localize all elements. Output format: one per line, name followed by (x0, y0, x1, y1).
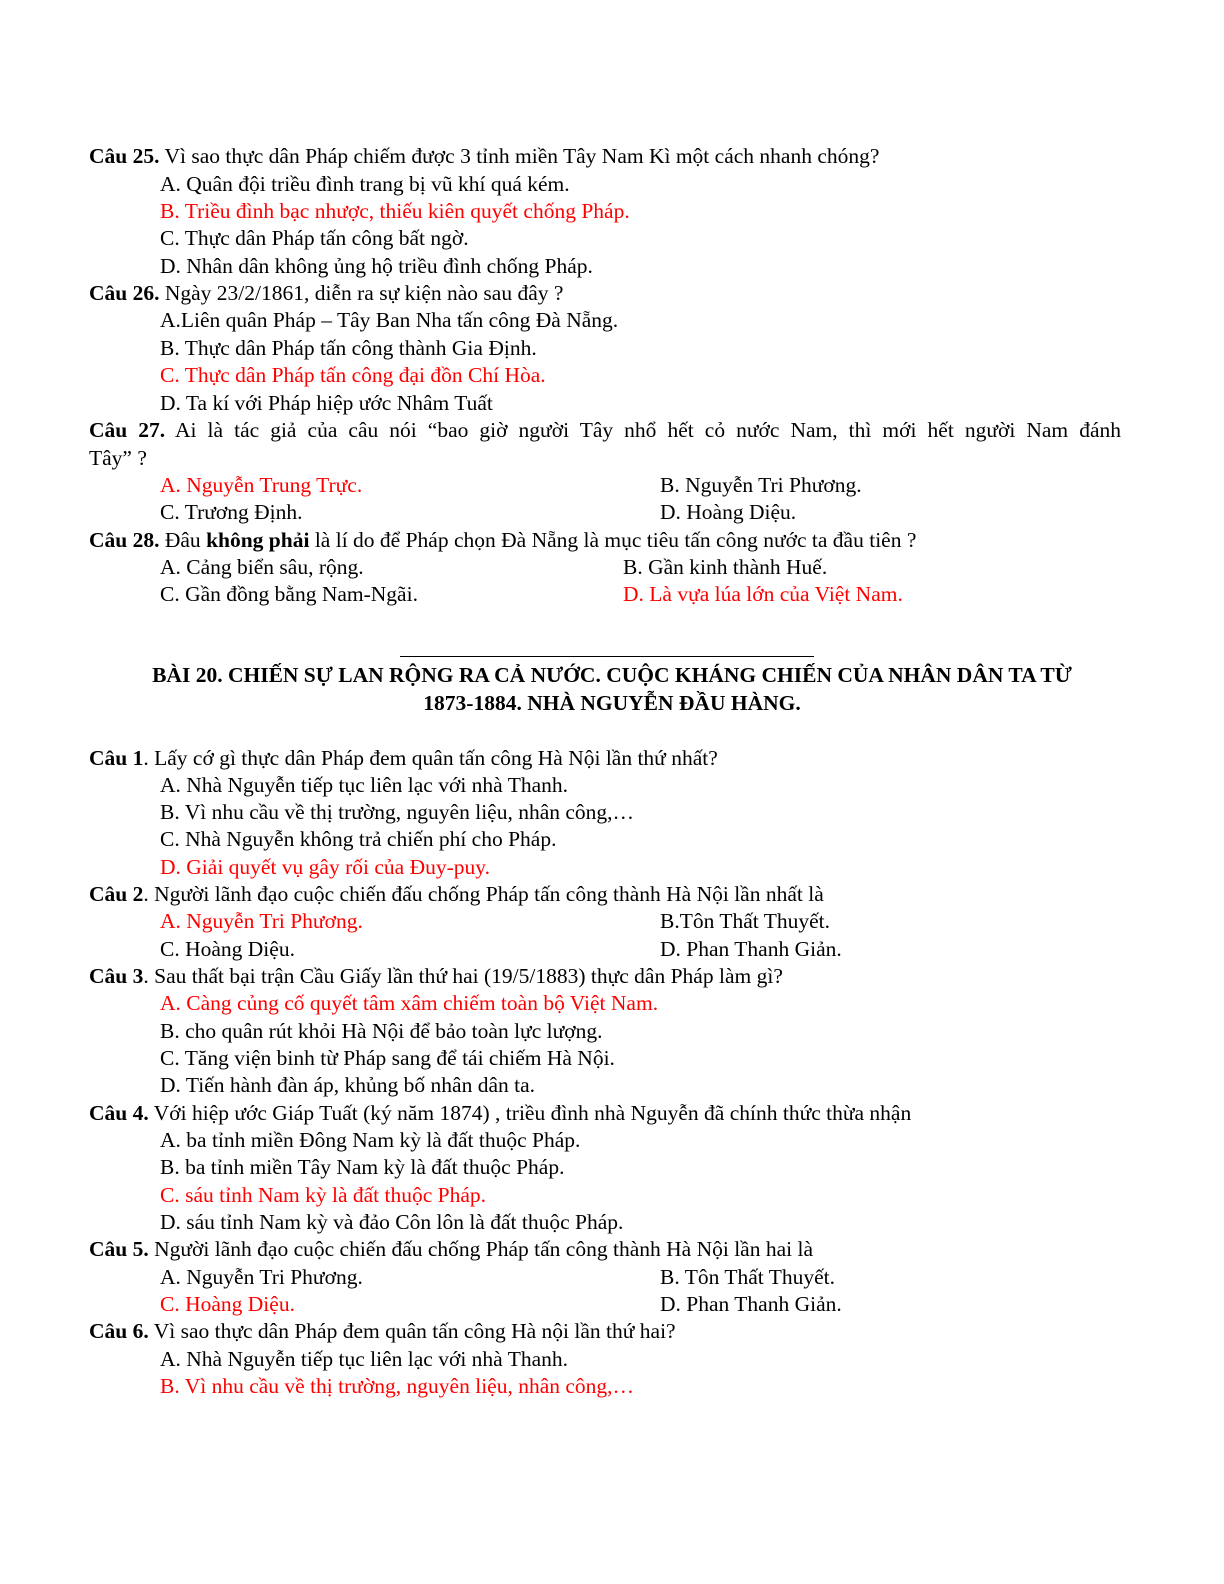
question-label: Câu 27. (89, 418, 166, 442)
question-28 (89, 527, 916, 554)
question-text: . Sau thất bại trận Cầu Giấy lần thứ hai (19/5/1883) thực dân Pháp làm gì? (143, 964, 783, 988)
option-d: D. Ta kí với Pháp hiệp ước Nhâm Tuất (160, 391, 493, 415)
option-d-answer: D. Giải quyết vụ gây rối của Đuy-puy. (160, 855, 490, 879)
option-a: A.Liên quân Pháp – Tây Ban Nha tấn công Đà Nẵng. (160, 308, 619, 332)
question-label: Câu 5. (89, 1237, 149, 1261)
question-27 (89, 417, 1121, 444)
option-b: B. ba tỉnh miền Tây Nam kỳ là đất thuộc Pháp. (160, 1155, 565, 1179)
question-text: Ai là tác giả của câu nói “bao giờ người Tây nhổ hết cỏ nước Nam, thì mới hết người Nam đánh (165, 418, 1121, 442)
option-c: C. Gần đồng bằng Nam-Ngãi. (160, 582, 418, 606)
option-b: B. cho quân rút khỏi Hà Nội để bảo toàn lực lượng. (160, 1019, 603, 1043)
option-a: A. Cảng biển sâu, rộng. (160, 555, 364, 579)
question-1 (89, 745, 718, 772)
option-b: B.Tôn Thất Thuyết. (660, 909, 830, 933)
question-text: Vì sao thực dân Pháp chiếm được 3 tỉnh miền Tây Nam Kì một cách nhanh chóng? (159, 144, 880, 168)
question-label: Câu 2 (89, 882, 144, 906)
question-3 (89, 963, 783, 990)
question-25 (89, 143, 879, 170)
option-d: D. Hoàng Diệu. (660, 500, 797, 524)
question-label: Câu 4. (89, 1101, 149, 1125)
option-a-answer: A. Càng củng cố quyết tâm xâm chiếm toàn bộ Việt Nam. (160, 991, 659, 1015)
question-label: Câu 6. (89, 1319, 149, 1343)
question-text: Người lãnh đạo cuộc chiến đấu chống Pháp tấn công thành Hà Nội lần hai là (148, 1237, 813, 1261)
lesson-title-line-1: BÀI 20. CHIẾN SỰ LAN RỘNG RA CẢ NƯỚC. CUỘC KHÁNG CHIẾN CỦA NHÂN DÂN TA TỪ (152, 663, 1072, 687)
option-c-answer: C. sáu tỉnh Nam kỳ là đất thuộc Pháp. (160, 1183, 487, 1207)
option-a: A. Nhà Nguyễn tiếp tục liên lạc với nhà Thanh. (160, 773, 569, 797)
section-divider (400, 656, 814, 657)
option-d: D. Phan Thanh Giản. (660, 937, 842, 961)
option-b: B. Thực dân Pháp tấn công thành Gia Định. (160, 336, 537, 360)
option-c: C. Nhà Nguyễn không trả chiến phí cho Pháp. (160, 827, 557, 851)
lesson-title-line-2: 1873-1884. NHÀ NGUYỄN ĐẦU HÀNG. (423, 691, 801, 715)
option-c: C. Trương Định. (160, 500, 303, 524)
question-5 (89, 1236, 813, 1263)
option-d: D. Phan Thanh Giản. (660, 1292, 842, 1316)
option-d: D. Nhân dân không ủng hộ triều đình chống Pháp. (160, 254, 593, 278)
question-26 (89, 280, 563, 307)
question-label: Câu 25. (89, 144, 160, 168)
option-a-answer: A. Nguyễn Tri Phương. (160, 909, 363, 933)
option-b: B. Nguyễn Tri Phương. (660, 473, 862, 497)
option-b: B. Gần kinh thành Huế. (623, 555, 828, 579)
question-text: Đâu (159, 528, 207, 552)
question-label: Câu 3 (89, 964, 144, 988)
question-27-continued: Tây” ? (89, 446, 147, 470)
question-text: là lí do để Pháp chọn Đà Nẵng là mục tiêu tấn công nước ta đầu tiên ? (309, 528, 917, 552)
question-text: . Lấy cớ gì thực dân Pháp đem quân tấn công Hà Nội lần thứ nhất? (143, 746, 718, 770)
question-text: . Người lãnh đạo cuộc chiến đấu chống Pháp tấn công thành Hà Nội lần nhất là (143, 882, 824, 906)
option-c-answer: C. Thực dân Pháp tấn công đại đồn Chí Hòa. (160, 363, 546, 387)
option-b-answer: B. Vì nhu cầu về thị trường, nguyên liệu, nhân công,… (160, 1374, 635, 1398)
question-label: Câu 26. (89, 281, 160, 305)
option-a-answer: A. Nguyễn Trung Trực. (160, 473, 363, 497)
question-label: Câu 28. (89, 528, 160, 552)
question-emphasis: không phải (206, 528, 310, 552)
question-text: Với hiệp ước Giáp Tuất (ký năm 1874) , triều đình nhà Nguyễn đã chính thức thừa nhận (148, 1101, 912, 1125)
option-d-answer: D. Là vựa lúa lớn của Việt Nam. (623, 582, 903, 606)
option-c: C. Hoàng Diệu. (160, 937, 295, 961)
option-a: A. Quân đội triều đình trang bị vũ khí quá kém. (160, 172, 570, 196)
question-4 (89, 1100, 911, 1127)
option-b: B. Tôn Thất Thuyết. (660, 1265, 835, 1289)
question-6 (89, 1318, 676, 1345)
option-c: C. Thực dân Pháp tấn công bất ngờ. (160, 226, 469, 250)
option-c: C. Tăng viện binh từ Pháp sang để tái chiếm Hà Nội. (160, 1046, 615, 1070)
option-a: A. Nhà Nguyễn tiếp tục liên lạc với nhà Thanh. (160, 1347, 569, 1371)
question-label: Câu 1 (89, 746, 144, 770)
option-c-answer: C. Hoàng Diệu. (160, 1292, 295, 1316)
option-d: D. Tiến hành đàn áp, khủng bố nhân dân ta. (160, 1073, 536, 1097)
question-2 (89, 881, 824, 908)
option-d: D. sáu tỉnh Nam kỳ và đảo Côn lôn là đất thuộc Pháp. (160, 1210, 624, 1234)
option-a: A. ba tỉnh miền Đông Nam kỳ là đất thuộc Pháp. (160, 1128, 581, 1152)
option-a: A. Nguyễn Tri Phương. (160, 1265, 363, 1289)
question-text: Ngày 23/2/1861, diễn ra sự kiện nào sau đây ? (159, 281, 564, 305)
question-text: Vì sao thực dân Pháp đem quân tấn công Hà nội lần thứ hai? (148, 1319, 676, 1343)
option-b-answer: B. Triều đình bạc nhược, thiếu kiên quyết chống Pháp. (160, 199, 630, 223)
option-b: B. Vì nhu cầu về thị trường, nguyên liệu, nhân công,… (160, 800, 635, 824)
